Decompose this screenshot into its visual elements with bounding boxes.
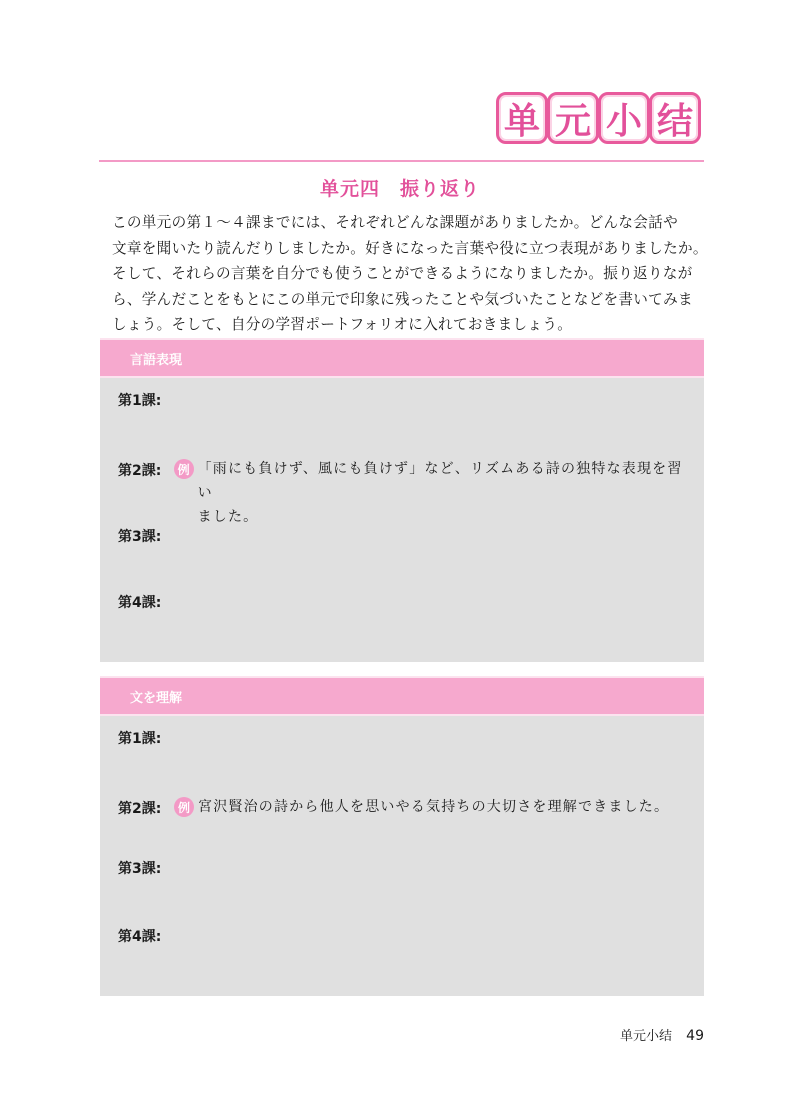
lesson-row xyxy=(118,390,694,410)
unit-summary-title xyxy=(496,92,701,144)
text-comprehension-panel xyxy=(100,676,704,996)
language-expression-panel xyxy=(100,338,704,662)
intro-line: ら、学んだことをもとにこの単元で印象に残ったことや気づいたことなどを書いてみま xyxy=(112,290,693,308)
lesson-row xyxy=(118,460,694,529)
lesson-label: 第4課: xyxy=(118,929,162,945)
title-char-2: 元 xyxy=(547,92,599,144)
example-badge: 例 xyxy=(174,797,194,817)
title-divider xyxy=(99,160,704,162)
page-footer xyxy=(620,1025,704,1044)
panel-header: 文を理解 xyxy=(100,676,704,716)
section-heading: 单元四 振り返り xyxy=(319,178,480,200)
lesson-row xyxy=(118,798,694,819)
title-char-3: 小 xyxy=(598,92,650,144)
panel-header: 言語表現 xyxy=(100,338,704,378)
lesson-row xyxy=(118,858,694,878)
lesson-label: 第1課: xyxy=(118,393,162,409)
lesson-label: 第2課: xyxy=(118,463,162,479)
footer-label: 单元小结 xyxy=(620,1029,673,1044)
lesson-label: 第4課: xyxy=(118,595,162,611)
page-number: 49 xyxy=(686,1028,704,1044)
intro-line: しょう。そして、自分の学習ポートフォリオに入れておきましょう。 xyxy=(112,316,573,333)
title-char-1: 单 xyxy=(496,92,548,144)
lesson-label: 第2課: xyxy=(118,801,162,817)
example-text-line: ました。 xyxy=(197,509,259,525)
intro-paragraph xyxy=(112,210,712,338)
intro-line: この単元の第１～４課までには、それぞれどんな課題がありましたか。どんな会話や xyxy=(112,214,678,231)
lesson-row xyxy=(118,926,694,946)
example-text xyxy=(198,795,669,819)
lesson-row xyxy=(118,728,694,748)
lesson-row xyxy=(118,526,694,546)
intro-line: 文章を聞いたり読んだりしましたか。好きになった言葉や役に立つ表現がありましたか。 xyxy=(112,239,708,257)
lesson-label: 第1課: xyxy=(118,731,162,747)
example-badge: 例 xyxy=(174,459,194,479)
example-text-line: 「雨にも負けず、風にも負けず」など、リズムある詩の独特な表現を習い xyxy=(197,461,683,501)
lesson-label: 第3課: xyxy=(118,529,162,545)
title-char-4: 结 xyxy=(649,92,701,144)
example-text xyxy=(198,457,694,529)
example-text-line: 宮沢賢治の詩から他人を思いやる気持ちの大切さを理解できました。 xyxy=(198,799,670,815)
lesson-row xyxy=(118,592,694,612)
lesson-label: 第3課: xyxy=(118,861,162,877)
intro-line: そして、それらの言葉を自分でも使うことができるようになりましたか。振り返りなが xyxy=(112,265,693,282)
